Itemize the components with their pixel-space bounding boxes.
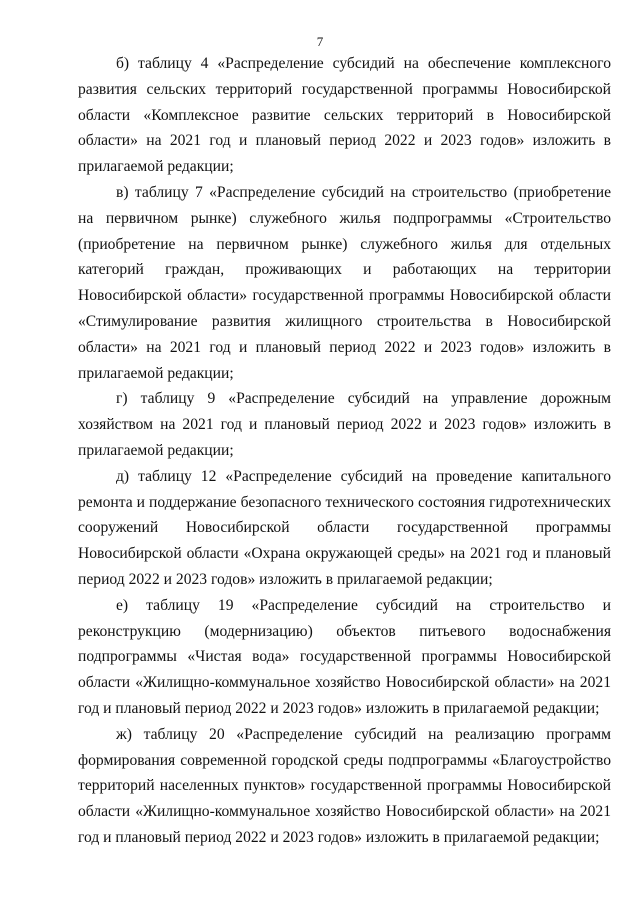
paragraph-v: в) таблицу 7 «Распределение субсидий на строительство (приобретение на первичном рынке) служебного жилья подпрограммы «Строительство (приобретение на первичном рынке) служебного жилья для отдельных категорий граждан, проживающих и работающих на территории Новосибирской области» государственной программы Новосибирской области «Стимулирование развития жилищного строительства в Новосибирской области» на 2021 год и плановый период 2022 и 2023 годов» изложить в прилагаемой редакции; [78,183,611,382]
paragraph-e: е) таблицу 19 «Распределение субсидий на строительство и реконструкцию (модернизацию) объектов питьевого водоснабжения подпрограммы «Чистая вода» государственной программы Новосибирской области «Жилищно-коммунальное хозяйство Новосибирской области» на 2021 год и плановый период 2022 и 2023 годов» изложить в прилагаемой редакции; [78,596,611,717]
paragraph-g: г) таблицу 9 «Распределение субсидий на управление дорожным хозяйством на 2021 год и плановый период 2022 и 2023 годов» изложить в прилагаемой редакции; [78,390,611,459]
paragraph-b: б) таблицу 4 «Распределение субсидий на обеспечение комплексного развития сельских территорий государственной программы Новосибирской области «Комплексное развитие сельских территорий в Новосибирской области» на 2021 год и плановый период 2022 и 2023 годов» изложить в прилагаемой редакции; [78,55,611,176]
paragraph-zh: ж) таблицу 20 «Распределение субсидий на реализацию программ формирования современной городской среды подпрограммы «Благоустройство территорий населенных пунктов» государственной программы Новосибирской области «Жилищно-коммунальное хозяйство Новосибирской области» на 2021 год и плановый период 2022 и 2023 годов» изложить в прилагаемой редакции; [78,725,611,846]
paragraph-d: д) таблицу 12 «Распределение субсидий на проведение капитального ремонта и поддержание безопасного технического состояния гидротехнических сооружений Новосибирской области государственной программы Новосибирской области «Охрана окружающей среды» на 2021 год и плановый период 2022 и 2023 годов» изложить в прилагаемой редакции; [78,467,611,588]
document-body [78,51,611,851]
page-number: 7 [316,34,324,49]
